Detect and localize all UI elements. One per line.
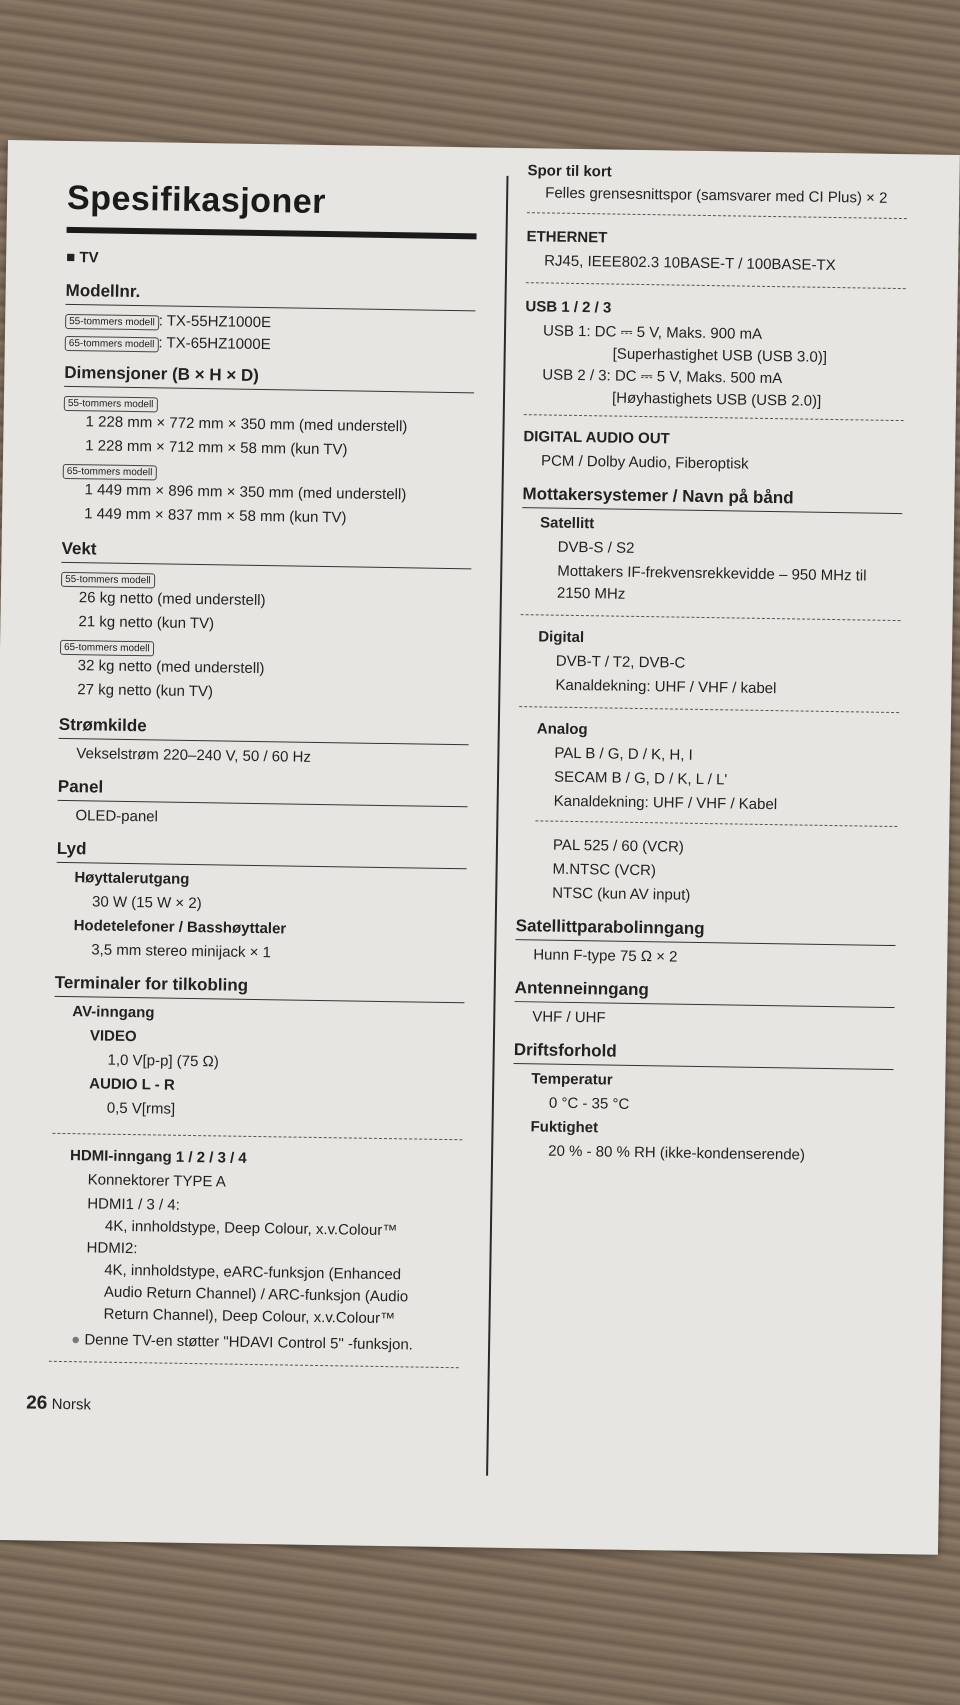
hdmi134-label: HDMI1 / 3 / 4: — [87, 1195, 180, 1214]
dim-65-stand: 1 449 mm × 896 mm × 350 mm (med understell) — [84, 481, 407, 504]
dimensions-heading: Dimensjoner (B × H × D) — [64, 363, 474, 393]
hdmi2-label: HDMI2: — [86, 1239, 138, 1258]
analog-secam: SECAM B / G, D / K, L / L' — [553, 768, 728, 789]
satellite-standard: DVB-S / S2 — [557, 538, 635, 557]
hdavi-text: Denne TV-en støtter "HDAVI Control 5" -funksjon. — [84, 1331, 414, 1354]
model-row-55 — [65, 311, 271, 332]
page-title: Spesifikasjoner — [66, 178, 327, 221]
weight-heading: Vekt — [61, 539, 471, 569]
weight-tag-65: 65-tommers modell — [60, 637, 154, 656]
audio-label: AUDIO L - R — [89, 1075, 175, 1094]
analog-coverage: Kanaldekning: UHF / VHF / Kabel — [553, 792, 778, 814]
audio-value: 0,5 V[rms] — [106, 1099, 176, 1118]
divider-dashed — [521, 614, 901, 621]
divider-dashed — [526, 282, 906, 289]
usb-label: USB 1 / 2 / 3 — [525, 298, 612, 317]
right-column — [513, 148, 928, 1164]
hdmi-label: HDMI-inngang 1 / 2 / 3 / 4 — [69, 1147, 247, 1167]
usb1-type: [Superhastighet USB (USB 3.0)] — [612, 345, 828, 366]
title-rule — [67, 227, 477, 239]
av-input-label: AV-inngang — [72, 1003, 155, 1022]
power-value: Vekselstrøm 220–240 V, 50 / 60 Hz — [76, 745, 312, 766]
video-value: 1,0 V[p-p] (75 Ω) — [107, 1051, 219, 1071]
panel-heading: Panel — [58, 777, 468, 807]
analog-pal: PAL B / G, D / K, H, I — [554, 744, 693, 764]
hdmi134-value: 4K, innholdstype, Deep Colour, x.v.Colour™ — [104, 1217, 398, 1240]
operating-heading: Driftsforhold — [514, 1040, 894, 1070]
humidity-label: Fuktighet — [530, 1118, 599, 1137]
page-number: 26 — [25, 1392, 48, 1414]
hdmi2-value-3: Return Channel), Deep Colour, x.v.Colour™ — [103, 1305, 396, 1328]
model-row-65 — [65, 333, 271, 354]
digital-label: Digital — [538, 628, 585, 647]
usb1-value: USB 1: DC ⎓ 5 V, Maks. 900 mA — [542, 322, 763, 343]
analog-label: Analog — [536, 720, 588, 739]
left-column — [25, 141, 488, 1414]
model-heading: Modellnr. — [65, 281, 475, 311]
power-heading: Strømkilde — [59, 715, 469, 745]
bullet-icon: ● — [71, 1331, 81, 1349]
video-label: VIDEO — [89, 1027, 137, 1046]
dish-value: Hunn F-type 75 Ω × 2 — [533, 946, 678, 966]
ethernet-value: RJ45, IEEE802.3 10BASE-T / 100BASE-TX — [544, 252, 836, 275]
receiver-heading: Mottakersystemer / Navn på bånd — [522, 484, 902, 514]
card-slot-label: Spor til kort — [527, 162, 612, 181]
divider-dashed — [535, 820, 897, 827]
usb23-value: USB 2 / 3: DC ⎓ 5 V, Maks. 500 mA — [542, 366, 783, 388]
weight-65-stand: 32 kg netto (med understell) — [77, 657, 265, 678]
satellite-if-range-end: 2150 MHz — [556, 584, 626, 603]
digital-audio-label: DIGITAL AUDIO OUT — [523, 428, 670, 448]
divider-dashed — [52, 1133, 462, 1140]
weight-55-tv: 21 kg netto (kun TV) — [78, 613, 215, 633]
temperature-value: 0 °C - 35 °C — [548, 1094, 630, 1113]
divider-dashed — [527, 212, 907, 219]
divider-dashed — [524, 414, 904, 421]
model-tag-55: 55-tommers modell — [65, 314, 159, 330]
hdavi-note — [71, 1331, 413, 1353]
weight-55-stand: 26 kg netto (med understell) — [78, 589, 266, 610]
column-divider — [486, 176, 508, 1476]
digital-coverage: Kanaldekning: UHF / VHF / kabel — [555, 676, 777, 698]
panel-value: OLED-panel — [75, 807, 159, 826]
vcr-ntsc: NTSC (kun AV input) — [552, 884, 691, 904]
hdmi-connector: Konnektorer TYPE A — [87, 1171, 226, 1191]
hdmi2-value-2: Audio Return Channel) / ARC-funksjon (Audio — [103, 1283, 409, 1306]
hdmi2-value-1: 4K, innholdstype, eARC-funksjon (Enhanced — [104, 1261, 402, 1284]
headphone-label: Hodetelefoner / Basshøyttaler — [73, 917, 287, 938]
sound-heading: Lyd — [57, 839, 467, 869]
satellite-label: Satellitt — [539, 514, 595, 533]
dim-55-stand: 1 228 mm × 772 mm × 350 mm (med understell) — [85, 413, 408, 436]
satellite-if-range: Mottakers IF-frekvensrekkevidde – 950 MHz til — [557, 562, 867, 585]
card-slot-value: Felles grensesnittspor (samsvarer med CI Plus) × 2 — [545, 184, 888, 207]
footer — [26, 1392, 91, 1415]
model-value-55: : TX-55HZ1000E — [158, 312, 272, 332]
humidity-value: 20 % - 80 % RH (ikke-kondenserende) — [548, 1142, 806, 1164]
model-tag-65: 65-tommers modell — [65, 336, 159, 352]
digital-standard: DVB-T / T2, DVB-C — [555, 652, 686, 672]
divider-dashed — [519, 706, 899, 713]
dish-heading: Satellittparabolinngang — [515, 916, 895, 946]
dim-tag-65: 65-tommers modell — [63, 461, 157, 480]
dim-65-tv: 1 449 mm × 837 mm × 58 mm (kun TV) — [84, 505, 347, 527]
headphone-value: 3,5 mm stereo minijack × 1 — [91, 941, 272, 962]
weight-tag-55: 55-tommers modell — [61, 569, 155, 588]
dim-tag-55: 55-tommers modell — [64, 393, 158, 412]
temperature-label: Temperatur — [531, 1070, 613, 1089]
ethernet-label: ETHERNET — [526, 228, 608, 247]
manual-page — [0, 140, 960, 1555]
speaker-label: Høyttalerutgang — [74, 869, 190, 888]
section-tv: ■ TV — [66, 248, 99, 267]
digital-audio-value: PCM / Dolby Audio, Fiberoptisk — [540, 452, 749, 473]
antenna-value: VHF / UHF — [532, 1008, 606, 1027]
divider-dashed-bottom — [49, 1361, 459, 1368]
dim-55-tv: 1 228 mm × 712 mm × 58 mm (kun TV) — [85, 437, 348, 459]
vcr-mntsc: M.NTSC (VCR) — [552, 860, 657, 880]
weight-65-tv: 27 kg netto (kun TV) — [77, 681, 214, 701]
speaker-value: 30 W (15 W × 2) — [91, 893, 202, 913]
usb23-type: [Høyhastighets USB (USB 2.0)] — [611, 389, 822, 410]
page-language: Norsk — [51, 1395, 92, 1414]
model-value-65: : TX-65HZ1000E — [158, 334, 271, 354]
terminals-heading: Terminaler for tilkobling — [55, 973, 465, 1003]
antenna-heading: Antenneinngang — [515, 978, 895, 1008]
vcr-pal: PAL 525 / 60 (VCR) — [552, 836, 685, 856]
